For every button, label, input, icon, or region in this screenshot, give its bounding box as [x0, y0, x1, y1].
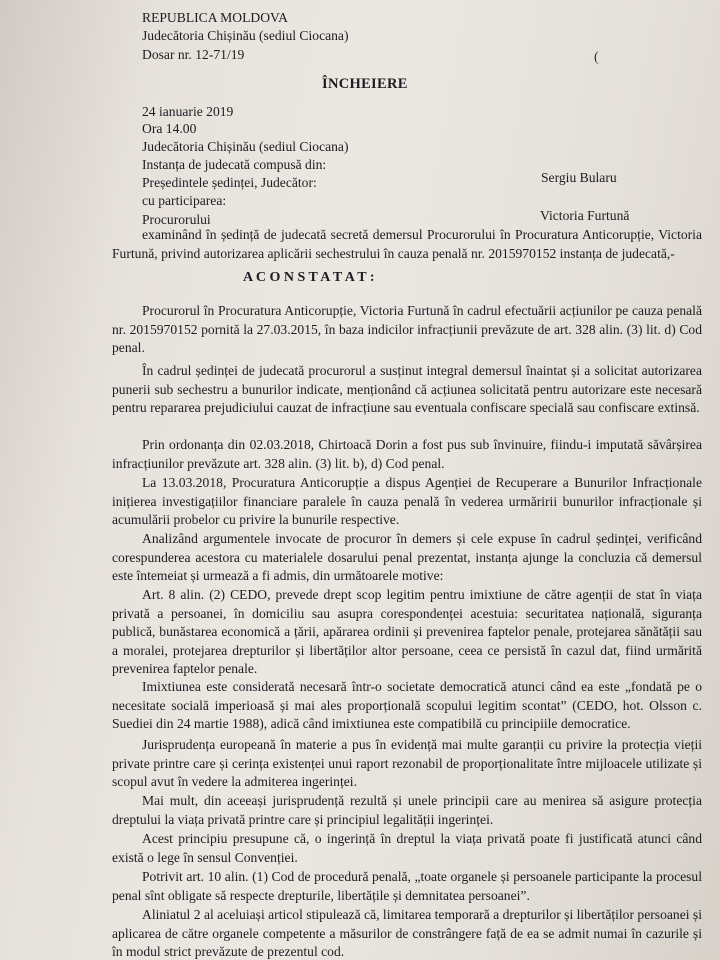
- paragraph: Art. 8 alin. (2) CEDO, prevede drept scop legitim pentru imixtiune de către agenții de stat în viața privată a persoanei, în domiciliu sau asupra corespondenței acestuia: securitatea națională, siguranța publică, bunăstarea economică a țării, apărarea ordinii și prevenirea faptelor penale, protejarea sănătății sau a moralei, protejarea drepturilor și libertăților altor persoane, ceea ce persistă în cazul dat, fiind urmărită prevenirea faptelor penale.: [112, 587, 702, 676]
- paragraph: Potrivit art. 10 alin. (1) Cod de procedură penală, „toate organele și persoanele participante la procesul penal sînt obligate să respecte drepturile, libertățile și demnitatea persoanei”.: [112, 869, 702, 903]
- prosecutor-label: Procurorului: [142, 212, 211, 227]
- paragraph: Mai mult, din aceeași jurisprudență rezultă și unele principii care au menirea să asigure protecția dreptului la viața privată printre care și principiul legalității ingerinței.: [112, 793, 702, 827]
- president-label: Președintele ședinței, Judecător:: [142, 175, 317, 190]
- session-court: Judecătoria Chișinău (sediul Ciocana): [142, 139, 349, 154]
- paragraph: Procurorul în Procuratura Anticorupție, Victoria Furtună în cadrul efectuării acțiunilor pe cauza penală nr. 2015970152 pornită la 27.03.2015, în baza indicilor infracțiunii prevăzute de art. 328 alin. (3) lit. d) Cod penal.: [112, 303, 702, 355]
- paragraph: La 13.03.2018, Procuratura Anticorupție a dispus Agenției de Recuperare a Bunurilor Infracționale inițierea investigațiilor financiare paralele în cauza penală în vederea urmăririi bunurilor infracționale și acumulării probelor cu privire la bunurile respective.: [112, 475, 702, 527]
- pen-mark: (: [594, 50, 599, 65]
- paragraph: Analizând argumentele invocate de procuror în demers și cele expuse în cadrul ședinței, verificând corespunderea acestora cu materialele dosarului penal prezentat, instanța ajunge la concluzia că demersul este întemeiat și urmează a fi admis, din următoarele motive:: [112, 531, 702, 583]
- section-heading: A C O N S T A T A T :: [243, 270, 375, 285]
- paragraph: Aliniatul 2 al aceluiași articol stipulează că, limitarea temporară a drepturilor și libertăților persoanei și aplicarea de către organele competente a măsurilor de constrângere față de ea se admit numai în cazurile și în modul strict prevăzute de prezentul cod.: [112, 907, 702, 959]
- participation-label: cu participarea:: [142, 193, 227, 208]
- header-republic: REPUBLICA MOLDOVA: [142, 10, 288, 25]
- session-date: 24 ianuarie 2019: [142, 104, 234, 119]
- paragraph: Imixtiunea este considerată necesară într-o societate democratică atunci când ea este „fondată pe o necesitate socială imperioasă și mai ales proporțională scopului legitim scontat” (CEDO, hot. Olsson c. Suediei din 24 martie 1988), adică când imixtiunea este compatibilă cu principiile democratice.: [112, 679, 702, 731]
- intro-paragraph: examinând în ședință de judecată secretă demersul Procurorului în Procuratura Anticorupție, Victoria Furtună, privind autorizarea aplicării sechestrului în cauza penală nr. 2015970152 instanța de judecată,-: [112, 227, 702, 261]
- prosecutor-name: Victoria Furtună: [540, 208, 630, 223]
- court-composition: Instanța de judecată compusă din:: [142, 157, 327, 172]
- header-court: Judecătoria Chișinău (sediul Ciocana): [142, 28, 349, 43]
- header-dossier: Dosar nr. 12-71/19: [142, 47, 245, 62]
- paragraph: Acest principiu presupune că, o ingerință în dreptul la viața privată poate fi justificată atunci când există o lege în sensul Convenției.: [112, 831, 702, 865]
- president-name: Sergiu Bularu: [541, 170, 617, 185]
- document-title: ÎNCHEIERE: [322, 76, 408, 92]
- session-time: Ora 14.00: [142, 121, 197, 136]
- paragraph: Prin ordonanța din 02.03.2018, Chirtoacă Dorin a fost pus sub învinuire, fiindu-i imputată săvârșirea infracțiunilor prevăzute art. 328 alin. (3) lit. b), d) Cod penal.: [112, 437, 702, 471]
- paragraph: În cadrul ședinței de judecată procurorul a susținut integral demersul înaintat și a solicitat autorizarea punerii sub sechestru a bunurilor indicate, menționând că acțiunea solicitată pentru autorizare este necesară pentru repararea prejudiciului cauzat de infracțiune sau eventuala confiscare specială sau confiscare extinsă.: [112, 363, 702, 415]
- paragraph: Jurisprudența europeană în materie a pus în evidență mai multe garanții cu privire la protecția vieții private printre care și cerința existenței unui raport rezonabil de proporționalitate între mijloacele utilizate și scopul avut în vedere la admiterea ingerinței.: [112, 737, 702, 789]
